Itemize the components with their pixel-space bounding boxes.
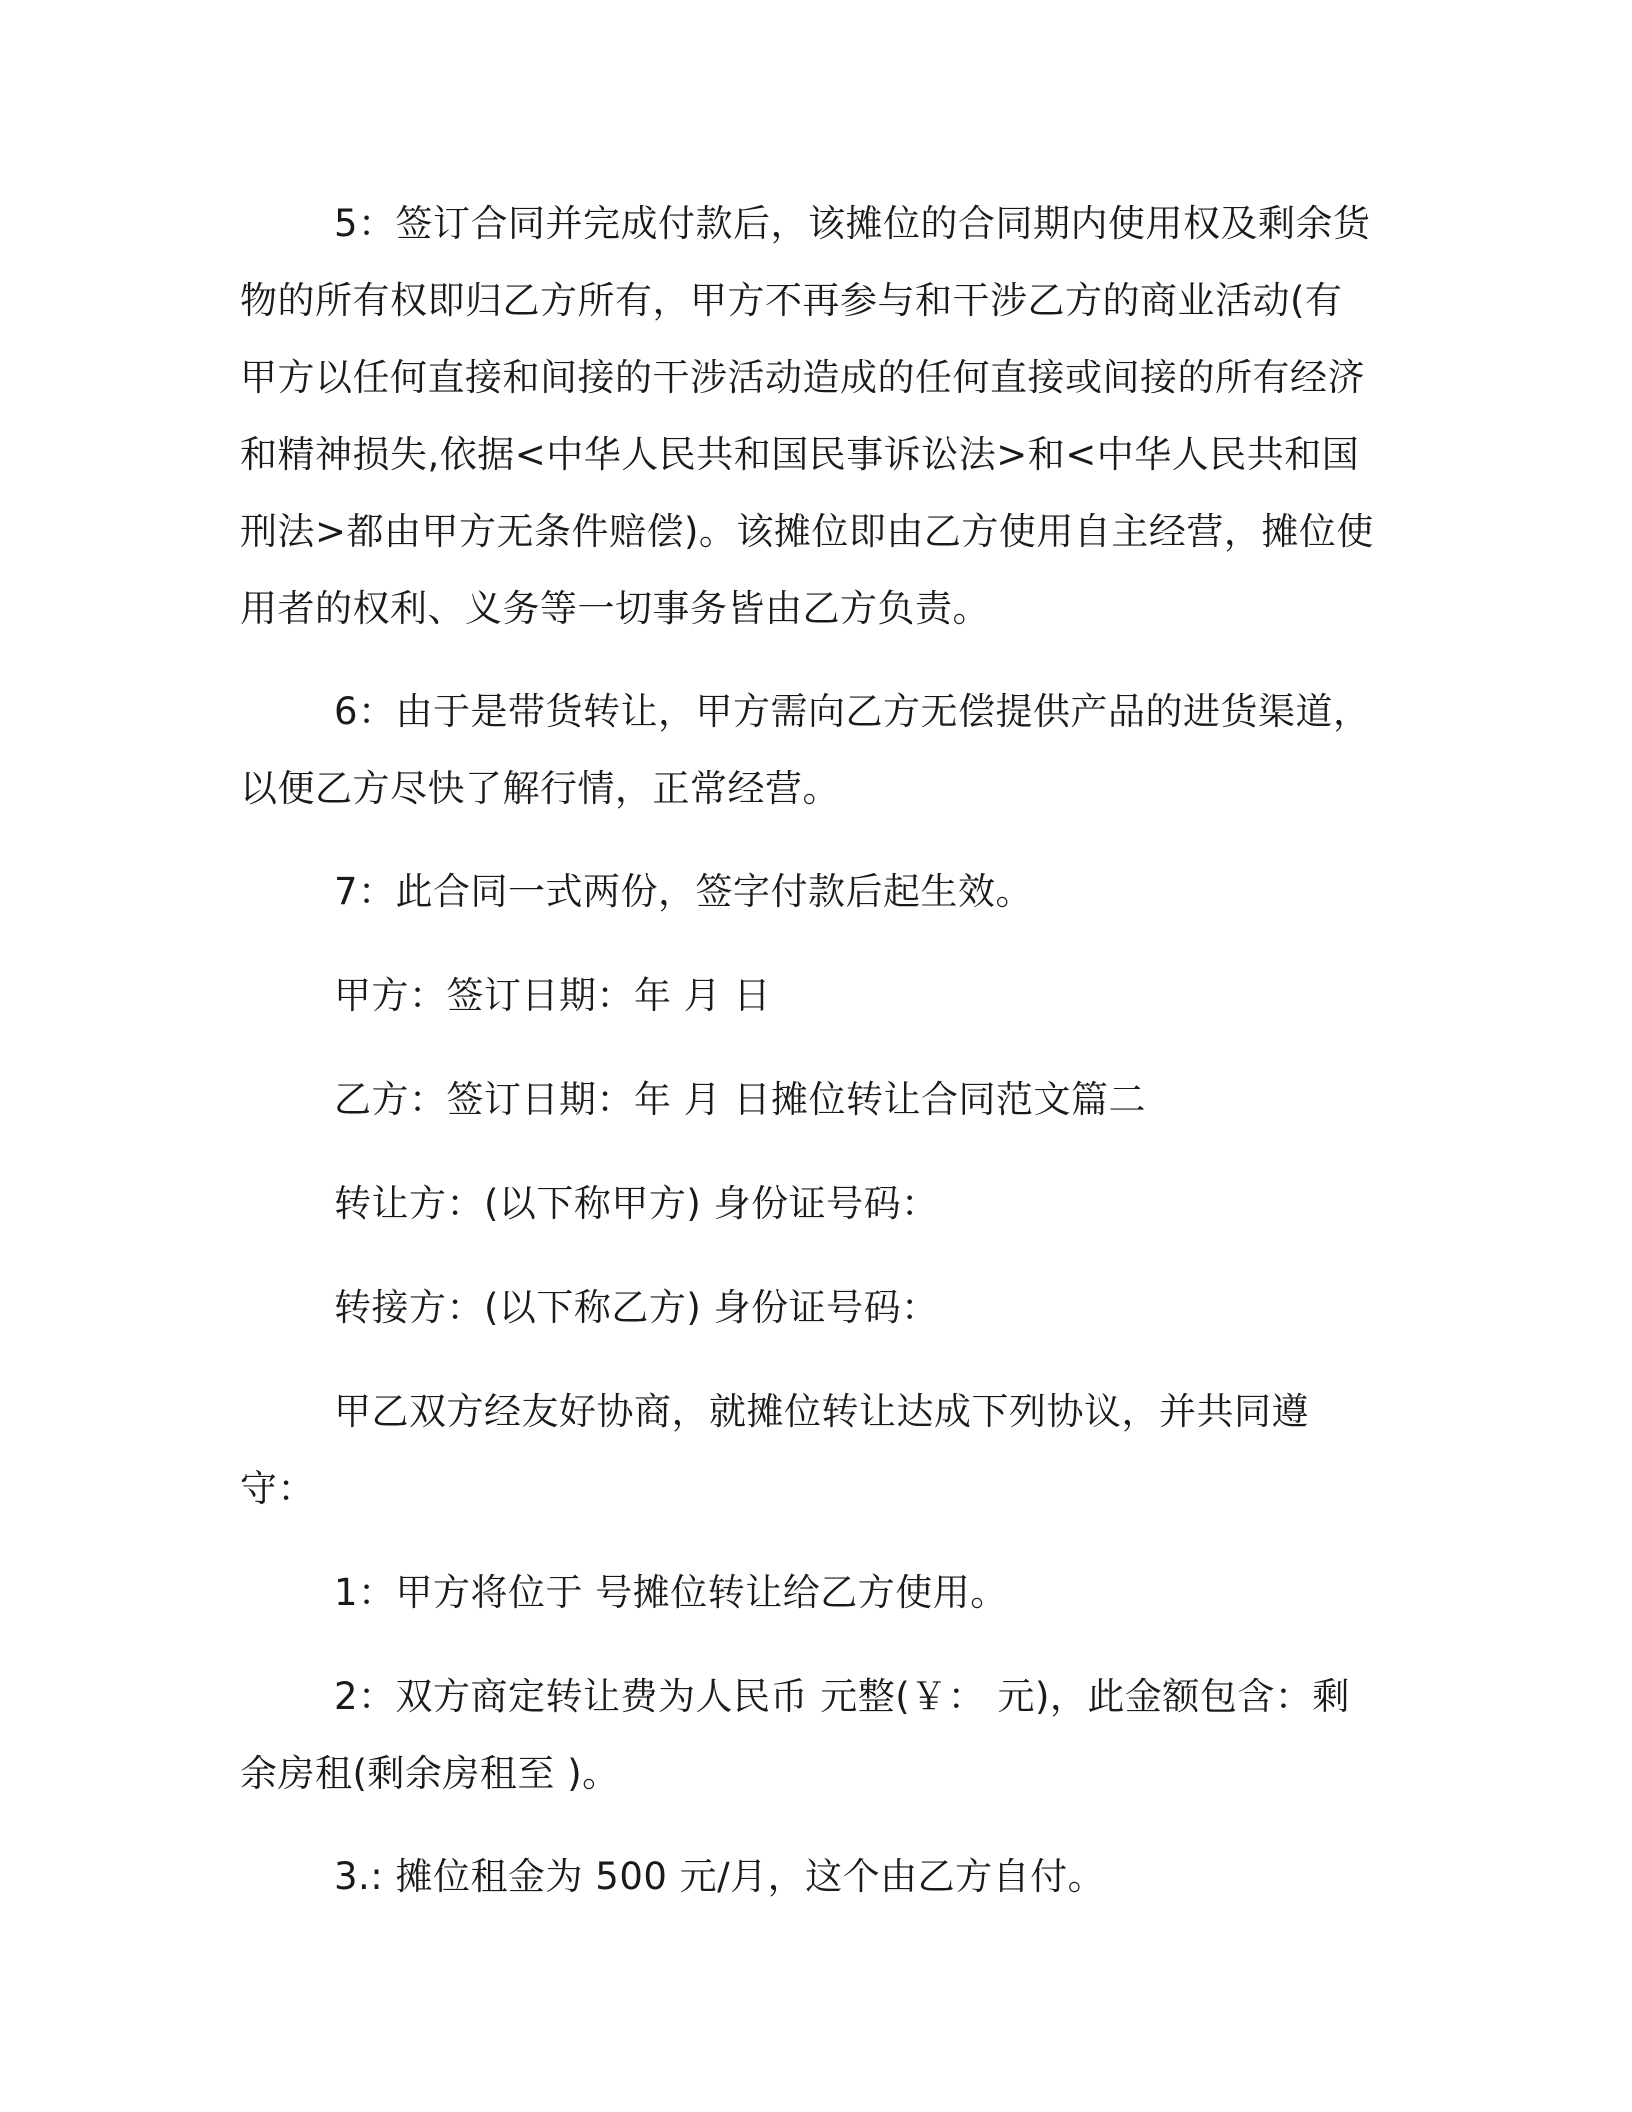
agreement-intro: 甲乙双方经友好协商，就摊位转让达成下列协议，并共同遵守： xyxy=(240,1390,1309,1510)
transferee-line: 转接方：(以下称乙方) 身份证号码： xyxy=(334,1286,939,1329)
clause-5: 5：签订合同并完成付款后，该摊位的合同期内使用权及剩余货物的所有权即归乙方所有，甲方不再参与和干涉乙方的商业活动(有甲方以任何直接和间接的干涉活动造成的任何直接或间接的所有经济和精神损失,依据<中华人民共和国民事诉讼法>和<中华人民共和国刑法>都由甲方无条件赔偿)。该摊位即由乙方使用自主经营，摊位使用者的权利、义务等一切事务皆由乙方负责。 xyxy=(240,202,1374,630)
document-body xyxy=(240,185,1375,1915)
clause-3: 3.: 摊位租金为 500 元/月，这个由乙方自付。 xyxy=(334,1855,1106,1898)
clause-6: 6：由于是带货转让，甲方需向乙方无偿提供产品的进货渠道，以便乙方尽快了解行情，正常经营。 xyxy=(240,690,1371,810)
party-a-signature-line: 甲方：签订日期：年 月 日 xyxy=(334,974,772,1017)
transferor-line: 转让方：(以下称甲方) 身份证号码： xyxy=(334,1182,939,1225)
clause-2: 2：双方商定转让费为人民币 元整(￥： 元)，此金额包含：剩余房租(剩余房租至 )。 xyxy=(240,1675,1350,1795)
clause-7: 7：此合同一式两份，签字付款后起生效。 xyxy=(334,870,1034,913)
clause-1: 1：甲方将位于 号摊位转让给乙方使用。 xyxy=(334,1571,1008,1614)
party-b-signature-line: 乙方：签订日期：年 月 日摊位转让合同范文篇二 xyxy=(334,1078,1147,1121)
